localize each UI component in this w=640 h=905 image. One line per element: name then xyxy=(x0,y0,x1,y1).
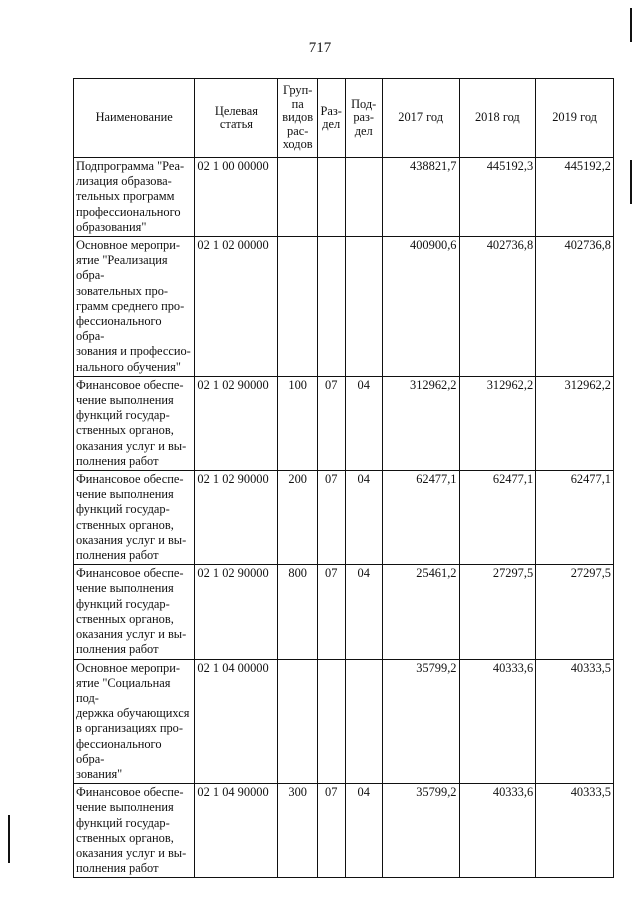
row-group: 300 xyxy=(278,784,317,878)
row-target: 02 1 02 90000 xyxy=(195,376,278,470)
row-2019: 445192,2 xyxy=(536,158,614,237)
row-2018: 62477,1 xyxy=(459,471,536,565)
row-section xyxy=(317,237,345,377)
row-name: Подпрограмма "Реа- лизация образова- тельных программ профессионального образования" xyxy=(74,158,195,237)
header-2018: 2018 год xyxy=(459,79,536,158)
header-section: Раз- дел xyxy=(317,79,345,158)
row-subsection: 04 xyxy=(345,784,382,878)
row-subsection xyxy=(345,659,382,784)
header-2017: 2017 год xyxy=(382,79,459,158)
table-row xyxy=(74,376,614,470)
row-2017: 62477,1 xyxy=(382,471,459,565)
row-section: 07 xyxy=(317,376,345,470)
row-subsection: 04 xyxy=(345,471,382,565)
row-target: 02 1 02 00000 xyxy=(195,237,278,377)
row-2017: 35799,2 xyxy=(382,659,459,784)
header-target: Целевая статья xyxy=(195,79,278,158)
row-2017: 312962,2 xyxy=(382,376,459,470)
row-group xyxy=(278,237,317,377)
header-name: Наименование xyxy=(74,79,195,158)
table-row xyxy=(74,659,614,784)
row-name: Основное меропри- ятие "Социальная под- держка обучающихся в организациях про- фессионального обра- зования" xyxy=(74,659,195,784)
row-name: Финансовое обеспе- чение выполнения функций государ- ственных органов, оказания услуг и вы- полнения работ xyxy=(74,471,195,565)
row-group: 800 xyxy=(278,565,317,659)
row-target: 02 1 04 00000 xyxy=(195,659,278,784)
scan-edge-mark xyxy=(630,160,632,204)
row-target: 02 1 00 00000 xyxy=(195,158,278,237)
row-2019: 27297,5 xyxy=(536,565,614,659)
row-2017: 25461,2 xyxy=(382,565,459,659)
row-target: 02 1 04 90000 xyxy=(195,784,278,878)
row-2018: 402736,8 xyxy=(459,237,536,377)
row-subsection xyxy=(345,158,382,237)
row-2019: 40333,5 xyxy=(536,784,614,878)
table-header-row xyxy=(74,79,614,158)
table-row xyxy=(74,158,614,237)
row-2019: 312962,2 xyxy=(536,376,614,470)
row-2018: 40333,6 xyxy=(459,784,536,878)
page-number: 717 xyxy=(308,40,332,56)
row-section xyxy=(317,158,345,237)
row-group xyxy=(278,158,317,237)
row-section: 07 xyxy=(317,565,345,659)
table-row xyxy=(74,565,614,659)
row-subsection xyxy=(345,237,382,377)
row-section xyxy=(317,659,345,784)
header-group: Груп- па видов рас- ходов xyxy=(278,79,317,158)
row-2018: 40333,6 xyxy=(459,659,536,784)
row-2019: 62477,1 xyxy=(536,471,614,565)
table-row xyxy=(74,471,614,565)
scan-edge-mark xyxy=(8,815,10,863)
header-2019: 2019 год xyxy=(536,79,614,158)
row-name: Финансовое обеспе- чение выполнения функций государ- ственных органов, оказания услуг и вы- полнения работ xyxy=(74,784,195,878)
scan-edge-mark xyxy=(630,8,632,42)
row-subsection: 04 xyxy=(345,565,382,659)
row-2017: 35799,2 xyxy=(382,784,459,878)
row-2018: 27297,5 xyxy=(459,565,536,659)
row-target: 02 1 02 90000 xyxy=(195,471,278,565)
row-2018: 445192,3 xyxy=(459,158,536,237)
table-row xyxy=(74,237,614,377)
row-name: Основное меропри- ятие "Реализация обра- зовательных про- грамм среднего про- фессионального обра- зования и профессио- нального обучения" xyxy=(74,237,195,377)
row-section: 07 xyxy=(317,471,345,565)
table-row xyxy=(74,784,614,878)
row-2018: 312962,2 xyxy=(459,376,536,470)
row-2017: 438821,7 xyxy=(382,158,459,237)
row-group: 200 xyxy=(278,471,317,565)
row-2019: 40333,5 xyxy=(536,659,614,784)
budget-table xyxy=(73,78,614,878)
row-name: Финансовое обеспе- чение выполнения функций государ- ственных органов, оказания услуг и вы- полнения работ xyxy=(74,565,195,659)
row-group: 100 xyxy=(278,376,317,470)
row-section: 07 xyxy=(317,784,345,878)
row-subsection: 04 xyxy=(345,376,382,470)
row-2017: 400900,6 xyxy=(382,237,459,377)
row-name: Финансовое обеспе- чение выполнения функций государ- ственных органов, оказания услуг и вы- полнения работ xyxy=(74,376,195,470)
row-target: 02 1 02 90000 xyxy=(195,565,278,659)
header-subsection: Под- раз- дел xyxy=(345,79,382,158)
row-2019: 402736,8 xyxy=(536,237,614,377)
row-group xyxy=(278,659,317,784)
